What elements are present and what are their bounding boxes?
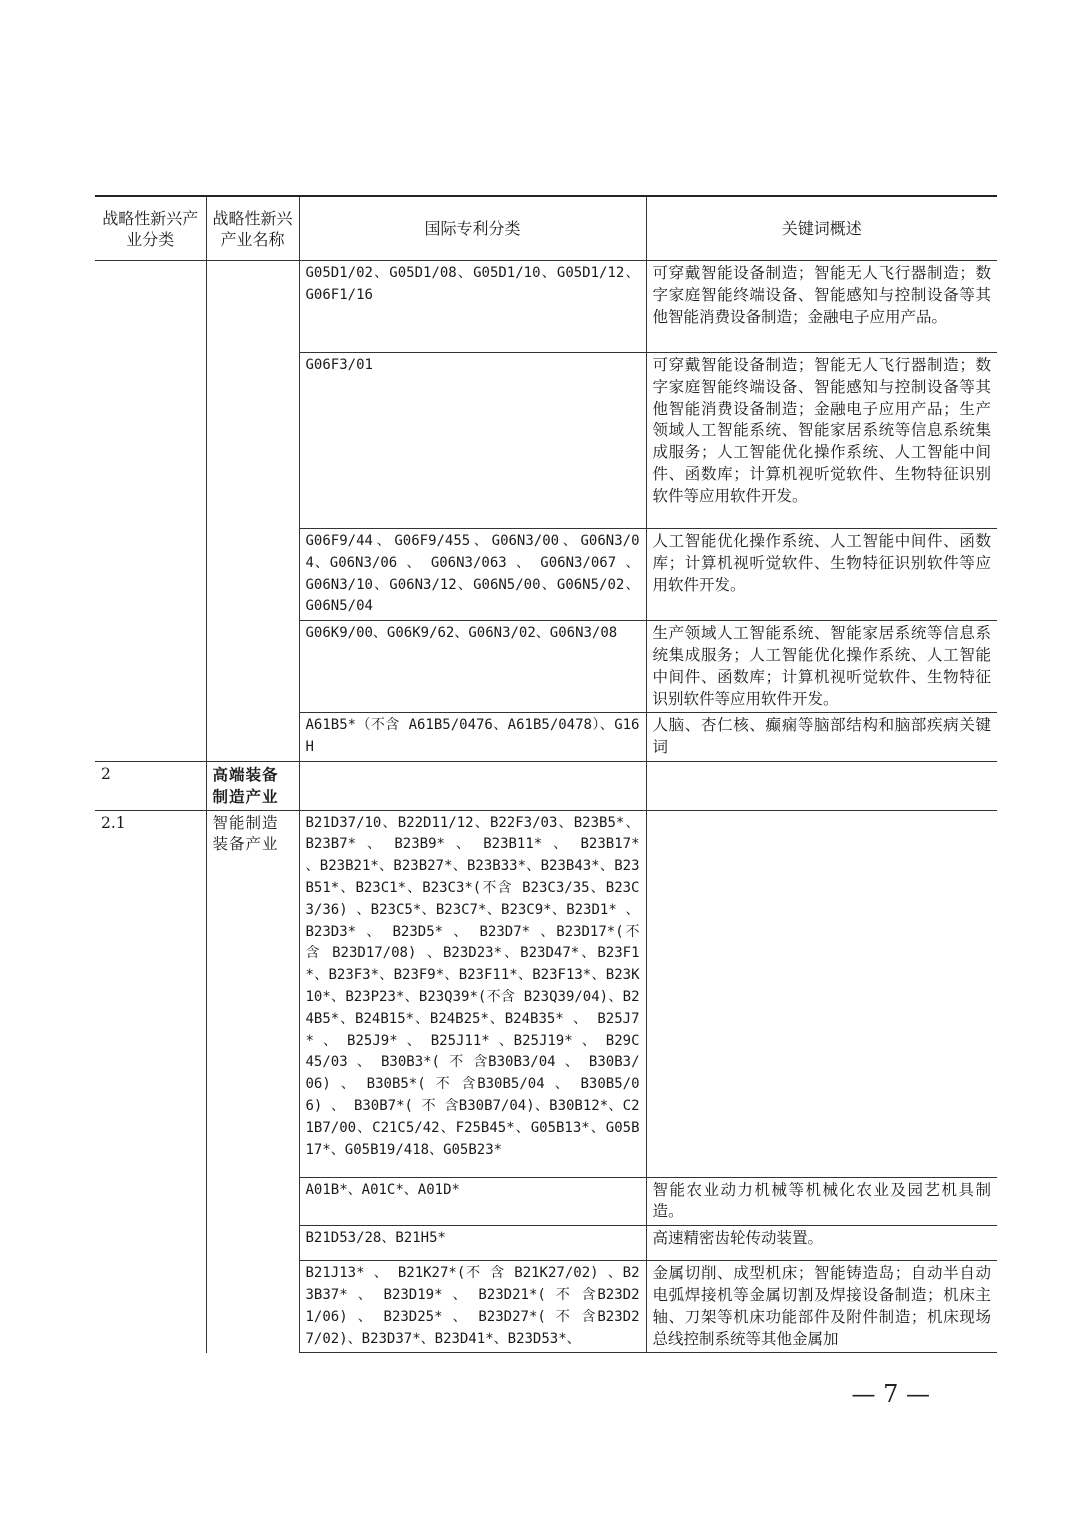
header-industry-name: 战略性新兴产业名称 <box>206 196 299 261</box>
ipc-cell: G05D1/02、G05D1/08、G05D1/10、G05D1/12、G06F1/16 <box>299 261 646 353</box>
category-cell: 2 <box>95 761 206 810</box>
header-industry-category: 战略性新兴产业分类 <box>95 196 206 261</box>
keywords-cell: 可穿戴智能设备制造；智能无人飞行器制造；数字家庭智能终端设备、智能感知与控制设备等其他智能消费设备制造；金融电子应用产品；生产领域人工智能系统、智能家居系统等信息系统集成服务；人工智能优化操作系统、人工智能中间件、函数库；计算机视听觉软件、生物特征识别软件等应用软件开发。 <box>646 353 997 529</box>
keywords-cell: 智能农业动力机械等机械化农业及园艺机具制造。 <box>646 1177 997 1226</box>
ipc-cell: A01B*、A01C*、A01D* <box>299 1177 646 1226</box>
keywords-cell: 人工智能优化操作系统、人工智能中间件、函数库；计算机视听觉软件、生物特征识别软件等应用软件开发。 <box>646 529 997 621</box>
category-cell <box>95 261 206 762</box>
category-cell: 2.1 <box>95 810 206 1353</box>
header-ipc: 国际专利分类 <box>299 196 646 261</box>
ipc-cell: A61B5*（不含 A61B5/0476、A61B5/0478）、G16H <box>299 713 646 762</box>
name-cell: 高端装备制造产业 <box>206 761 299 810</box>
keywords-cell <box>646 761 997 810</box>
keywords-cell: 可穿戴智能设备制造；智能无人飞行器制造；数字家庭智能终端设备、智能感知与控制设备等其他智能消费设备制造；金融电子应用产品。 <box>646 261 997 353</box>
page-number-container <box>0 1380 1080 1408</box>
header-keywords: 关键词概述 <box>646 196 997 261</box>
keywords-cell: 高速精密齿轮传动装置。 <box>646 1226 997 1261</box>
ipc-cell: B21J13* 、 B21K27*(不 含 B21K27/02) 、B23B37* 、 B23D19* 、 B23D21*( 不 含B23D21/06) 、 B23D25* 、 B23D27*( 不 含B23D27/02)、B23D37*、B23D41*、B23D53*、 <box>299 1261 646 1353</box>
ipc-cell: B21D37/10、B22D11/12、B22F3/03、B23B5*、B23B7* 、 B23B9* 、 B23B11* 、 B23B17* 、B23B21*、B23B27*、B23B33*、B23B43*、B23B51*、B23C1*、B23C3*(不含 B23C3/35、B23C3/36) 、B23C5*、B23C7*、B23C9*、B23D1* 、 B23D3* 、 B23D5* 、 B23D7* 、B23D17*(不 含 B23D17/08) 、B23D23*、B23D47*、B23F1*、B23F3*、B23F9*、B23F11*、B23F13*、B23K10*、B23P23*、B23Q39*(不含 B23Q39/04)、B24B5*、B24B15*、B24B25*、B24B35* 、 B25J7* 、 B25J9* 、 B25J11* 、B25J19* 、 B29C45/03 、 B30B3*( 不 含B30B3/04 、 B30B3/06) 、 B30B5*( 不 含B30B5/04 、 B30B5/06) 、 B30B7*( 不 含B30B7/04)、B30B12*、C21B7/00、C21C5/42、F25B45*、G05B13*、G05B17*、G05B19/418、G05B23* <box>299 810 646 1177</box>
keywords-cell <box>646 810 997 1177</box>
ipc-cell: B21D53/28、B21H5* <box>299 1226 646 1261</box>
table-row <box>95 810 997 1177</box>
ipc-classification-table <box>95 195 997 1353</box>
ipc-cell: G06F9/44、G06F9/455、G06N3/00、G06N3/04、G06N3/06 、 G06N3/063 、 G06N3/067 、G06N3/10、G06N3/12、G06N5/00、G06N5/02、G06N5/04 <box>299 529 646 621</box>
table-row <box>95 761 997 810</box>
page-number: — 7 — <box>851 1380 930 1408</box>
ipc-cell <box>299 761 646 810</box>
keywords-cell: 生产领域人工智能系统、智能家居系统等信息系统集成服务；人工智能优化操作系统、人工智能中间件、函数库；计算机视听觉软件、生物特征识别软件等应用软件开发。 <box>646 621 997 713</box>
keywords-cell: 金属切削、成型机床；智能铸造岛；自动半自动电弧焊接机等金属切割及焊接设备制造；机床主轴、刀架等机床功能部件及附件制造；机床现场总线控制系统等其他金属加 <box>646 1261 997 1353</box>
ipc-cell: G06K9/00、G06K9/62、G06N3/02、G06N3/08 <box>299 621 646 713</box>
table-row <box>95 261 997 353</box>
keywords-cell: 人脑、杏仁核、癫痫等脑部结构和脑部疾病关键词 <box>646 713 997 762</box>
name-cell: 智能制造装备产业 <box>206 810 299 1353</box>
ipc-cell: G06F3/01 <box>299 353 646 529</box>
table-header-row <box>95 196 997 261</box>
name-cell <box>206 261 299 762</box>
